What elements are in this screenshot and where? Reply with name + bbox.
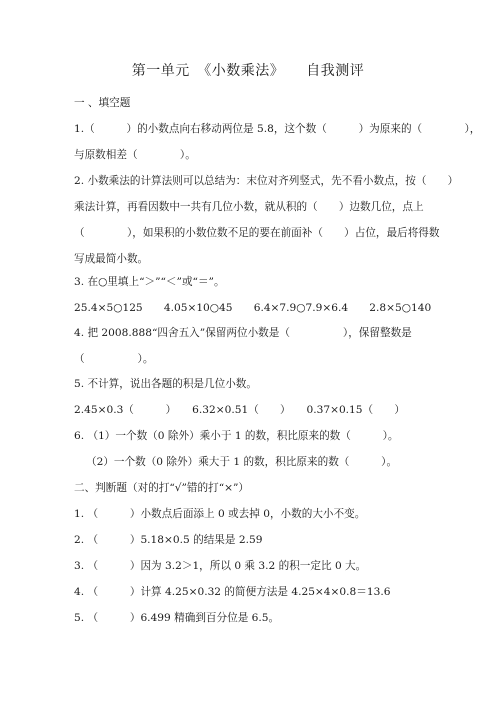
question-line: 2. 小数乘法的计算法则可以总结为：末位对齐列竖式，先不看小数点，按（ ） (74, 175, 459, 187)
page-title: 第一单元 《小数乘法》 自我测评 (131, 63, 365, 79)
question-line: 4. 把 2008.888“四舍五入”保留两位小数是（ ），保留整数是 (74, 327, 412, 339)
question-line: 与原数相差（ ）。 (74, 149, 196, 161)
section-heading-fill-blanks: 一 、填空题 (74, 97, 131, 109)
question-line: 写成最简小数。 (74, 253, 149, 265)
question-line: 3. 在○里填上“＞”“＜”或“＝”。 (74, 276, 225, 288)
question-line: 2. （ ）5.18×0.5 的结果是 2.59 (74, 534, 263, 546)
question-line: 2.45×0.3（ ） 6.32×0.51（ ） 0.37×0.15（ ） (74, 404, 405, 416)
question-line: 乘法计算，再看因数中一共有几位小数，就从积的（ ）边数几位，点上 (74, 201, 424, 213)
question-line: 5. 不计算，说出各题的积是几位小数。 (74, 378, 257, 390)
question-line: 6. （1）一个数（0 除外）乘小于 1 的数，积比原来的数（ ）。 (74, 430, 399, 442)
section-heading-true-false: 二、判断题（对的打“√”错的打“×”） (74, 482, 250, 494)
question-line: （2）一个数（0 除外）乘大于 1 的数，积比原来的数（ ）。 (86, 456, 398, 468)
question-line: 25.4×5○125 4.05×10○45 6.4×7.9○7.9×6.4 2.8×5○140 (74, 302, 432, 314)
question-line: （ ），如果积的小数位数不足的要在前面补（ ）占位，最后将得数 (74, 227, 440, 239)
question-line: （ ）。 (74, 353, 154, 365)
question-line: 1. （ ）小数点后面添上 0 或去掉 0，小数的大小不变。 (74, 508, 366, 520)
question-line: 3. （ ）因为 3.2＞1，所以 0 乘 3.2 的积一定比 0 大。 (74, 560, 367, 572)
question-line: 5. （ ）6.499 精确到百分位是 6.5。 (74, 612, 280, 624)
question-line: 1.（ ）的小数点向右移动两位是 5.8，这个数（ ）为原来的（ ）， (74, 123, 481, 135)
question-line: 4. （ ）计算 4.25×0.32 的简便方法是 4.25×4×0.8＝13.6 (74, 586, 391, 598)
